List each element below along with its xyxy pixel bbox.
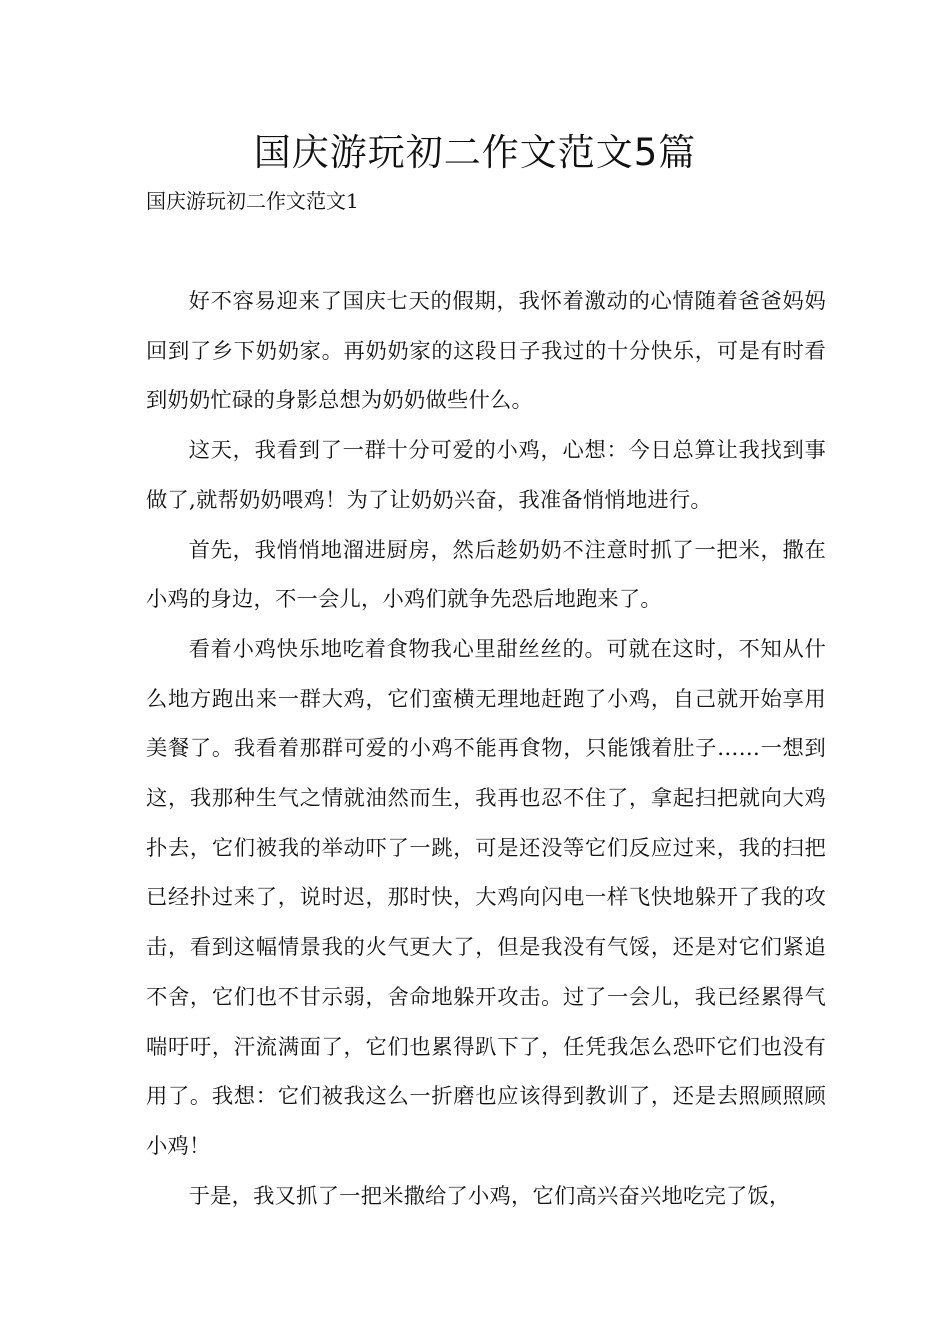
document-body <box>146 277 826 1221</box>
paragraph: 于是，我又抓了一把米撒给了小鸡，它们高兴奋兴地吃完了饭， <box>188 1183 791 1209</box>
paragraph: 好不容易迎来了国庆七天的假期，我怀着激动的心情随着爸爸妈妈回到了乡下奶奶家。再奶奶家的这段日子我过的十分快乐，可是有时看到奶奶忙碌的身影总想为奶奶做些什么。 <box>146 289 826 414</box>
paragraph: 看着小鸡快乐地吃着食物我心里甜丝丝的。可就在这时，不知从什么地方跑出来一群大鸡，它们蛮横无理地赶跑了小鸡，自己就开始享用美餐了。我看着那群可爱的小鸡不能再食物，只能饿着肚子……一想到这，我那种生气之情就油然而生，我再也忍不住了，拿起扫把就向大鸡扑去，它们被我的举动吓了一跳，可是还没等它们反应过来，我的扫把已经扑过来了，说时迟，那时快，大鸡向闪电一样飞快地躲开了我的攻击，看到这幅情景我的火气更大了，但是我没有气馁，还是对它们紧追不舍，它们也不甘示弱，舍命地躲开攻击。过了一会儿，我已经累得气喘吁吁，汗流满面了，它们也累得趴下了，任凭我怎么恐吓它们也没有用了。我想：它们被我这么一折磨也应该得到教训了，还是去照顾照顾小鸡！ <box>146 636 826 1159</box>
document-subtitle: 国庆游玩初二作文范文1 <box>146 189 359 213</box>
paragraph: 首先，我悄悄地溜进厨房，然后趁奶奶不注意时抓了一把米，撒在小鸡的身边，不一会儿，小鸡们就争先恐后地跑来了。 <box>146 537 826 613</box>
paragraph: 这天，我看到了一群十分可爱的小鸡，心想：今日总算让我找到事做了,就帮奶奶喂鸡！为了让奶奶兴奋，我准备悄悄地进行。 <box>146 438 826 513</box>
document-title: 国庆游玩初二作文范文5篇 <box>253 131 697 174</box>
